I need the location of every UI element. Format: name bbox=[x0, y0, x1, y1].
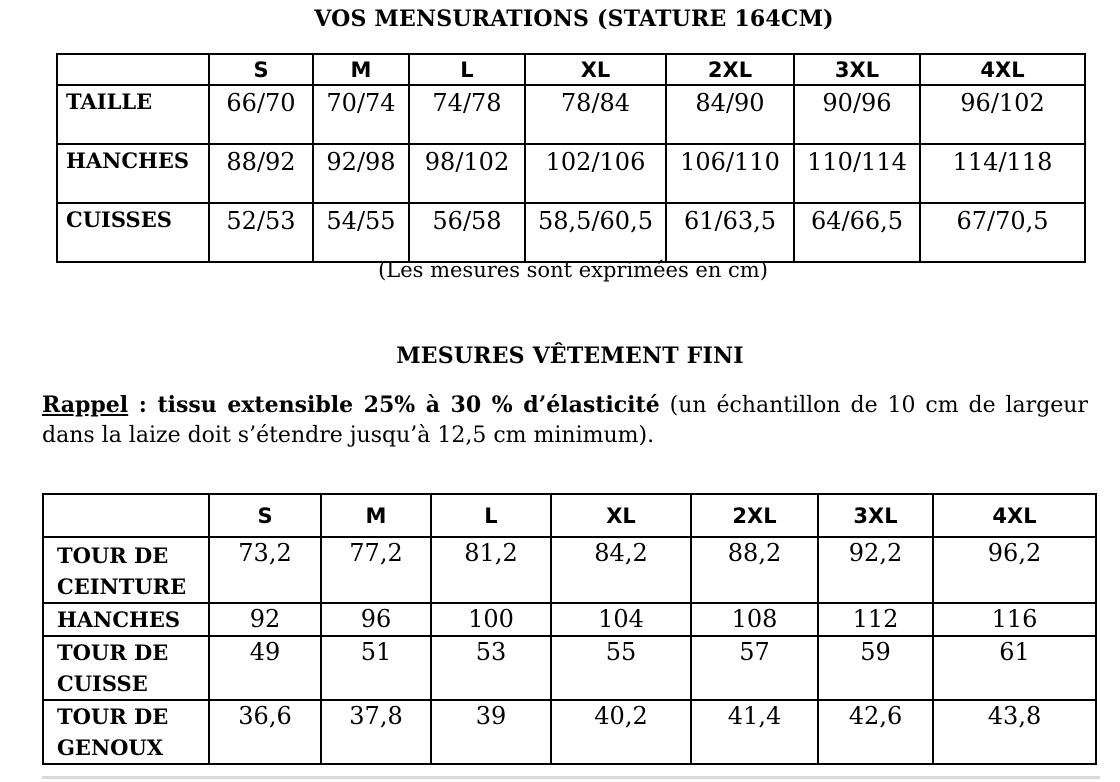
table-cell: 61/63,5 bbox=[666, 203, 794, 262]
table-cell: 51 bbox=[321, 636, 431, 700]
row-label: HANCHES bbox=[57, 144, 209, 203]
table-cell: 96 bbox=[321, 603, 431, 636]
table-row bbox=[43, 700, 1096, 764]
body-measurements-table bbox=[56, 53, 1086, 263]
size-header: S bbox=[209, 494, 321, 537]
table-row bbox=[43, 636, 1096, 700]
table-cell: 55 bbox=[551, 636, 691, 700]
table-cell: 54/55 bbox=[313, 203, 409, 262]
table-cell: 78/84 bbox=[525, 85, 666, 144]
table-cell: 110/114 bbox=[794, 144, 920, 203]
size-header: XL bbox=[525, 54, 666, 85]
row-label: TOUR DE GENOUX bbox=[43, 700, 209, 764]
table-cell: 98/102 bbox=[409, 144, 525, 203]
table-row bbox=[57, 144, 1085, 203]
row-label: HANCHES bbox=[43, 603, 209, 636]
table-cell: 96,2 bbox=[933, 537, 1096, 603]
size-header: M bbox=[321, 494, 431, 537]
table-cell: 43,8 bbox=[933, 700, 1096, 764]
table-cell: 67/70,5 bbox=[920, 203, 1085, 262]
table-cell: 104 bbox=[551, 603, 691, 636]
table-cell: 40,2 bbox=[551, 700, 691, 764]
table-cell: 41,4 bbox=[691, 700, 818, 764]
reminder-text: (un échantillon de 10 cm de largeur dans la laize doit s’étendre jusqu’à 12,5 cm minimum). bbox=[42, 393, 1088, 448]
table-cell: 53 bbox=[431, 636, 551, 700]
table-cell: 36,6 bbox=[209, 700, 321, 764]
table-cell: 64/66,5 bbox=[794, 203, 920, 262]
header-corner bbox=[57, 54, 209, 85]
size-header: 2XL bbox=[666, 54, 794, 85]
reminder-bold-text: tissu extensible 25% à 30 % d’élasticité bbox=[157, 392, 660, 418]
table-cell: 66/70 bbox=[209, 85, 313, 144]
table-cell: 100 bbox=[431, 603, 551, 636]
row-label: TOUR DE CUISSE bbox=[43, 636, 209, 700]
size-header: 2XL bbox=[691, 494, 818, 537]
table-cell: 37,8 bbox=[321, 700, 431, 764]
table-row bbox=[43, 603, 1096, 636]
size-header: XL bbox=[551, 494, 691, 537]
table-row bbox=[57, 85, 1085, 144]
table-cell: 88,2 bbox=[691, 537, 818, 603]
table-cell: 96/102 bbox=[920, 85, 1085, 144]
table-cell: 58,5/60,5 bbox=[525, 203, 666, 262]
units-note: (Les mesures sont exprimées en cm) bbox=[378, 258, 768, 282]
table-cell: 90/96 bbox=[794, 85, 920, 144]
table-cell: 42,6 bbox=[818, 700, 933, 764]
size-header: M bbox=[313, 54, 409, 85]
table-cell: 59 bbox=[818, 636, 933, 700]
table-cell: 114/118 bbox=[920, 144, 1085, 203]
table-row bbox=[57, 203, 1085, 262]
reminder-separator: : bbox=[128, 392, 158, 418]
table-header-row bbox=[43, 494, 1096, 537]
table-cell: 81,2 bbox=[431, 537, 551, 603]
measurements-title: VOS MENSURATIONS (STATURE 164CM) bbox=[314, 6, 834, 32]
size-header: L bbox=[409, 54, 525, 85]
header-corner bbox=[43, 494, 209, 537]
size-header: 3XL bbox=[794, 54, 920, 85]
table-cell: 112 bbox=[818, 603, 933, 636]
size-header: 3XL bbox=[818, 494, 933, 537]
table-cell: 70/74 bbox=[313, 85, 409, 144]
row-label: TOUR DE CEINTURE bbox=[43, 537, 209, 603]
table-cell: 116 bbox=[933, 603, 1096, 636]
reminder-label: Rappel bbox=[42, 392, 129, 418]
table-cell: 56/58 bbox=[409, 203, 525, 262]
finished-garment-table bbox=[42, 493, 1097, 765]
divider bbox=[42, 776, 1100, 779]
row-label: CUISSES bbox=[57, 203, 209, 262]
table-cell: 57 bbox=[691, 636, 818, 700]
table-header-row bbox=[57, 54, 1085, 85]
finished-garment-title: MESURES VÊTEMENT FINI bbox=[396, 343, 744, 369]
table-cell: 84,2 bbox=[551, 537, 691, 603]
table-cell: 106/110 bbox=[666, 144, 794, 203]
table-cell: 39 bbox=[431, 700, 551, 764]
row-label: TAILLE bbox=[57, 85, 209, 144]
table-row bbox=[43, 537, 1096, 603]
table-cell: 92/98 bbox=[313, 144, 409, 203]
size-header: 4XL bbox=[933, 494, 1096, 537]
table-cell: 92,2 bbox=[818, 537, 933, 603]
table-cell: 77,2 bbox=[321, 537, 431, 603]
size-header: 4XL bbox=[920, 54, 1085, 85]
table-cell: 61 bbox=[933, 636, 1096, 700]
table-cell: 102/106 bbox=[525, 144, 666, 203]
table-cell: 92 bbox=[209, 603, 321, 636]
table-cell: 49 bbox=[209, 636, 321, 700]
table-cell: 108 bbox=[691, 603, 818, 636]
fabric-reminder bbox=[42, 390, 1088, 451]
table-cell: 73,2 bbox=[209, 537, 321, 603]
table-cell: 88/92 bbox=[209, 144, 313, 203]
size-header: L bbox=[431, 494, 551, 537]
size-header: S bbox=[209, 54, 313, 85]
table-cell: 84/90 bbox=[666, 85, 794, 144]
table-cell: 74/78 bbox=[409, 85, 525, 144]
table-cell: 52/53 bbox=[209, 203, 313, 262]
